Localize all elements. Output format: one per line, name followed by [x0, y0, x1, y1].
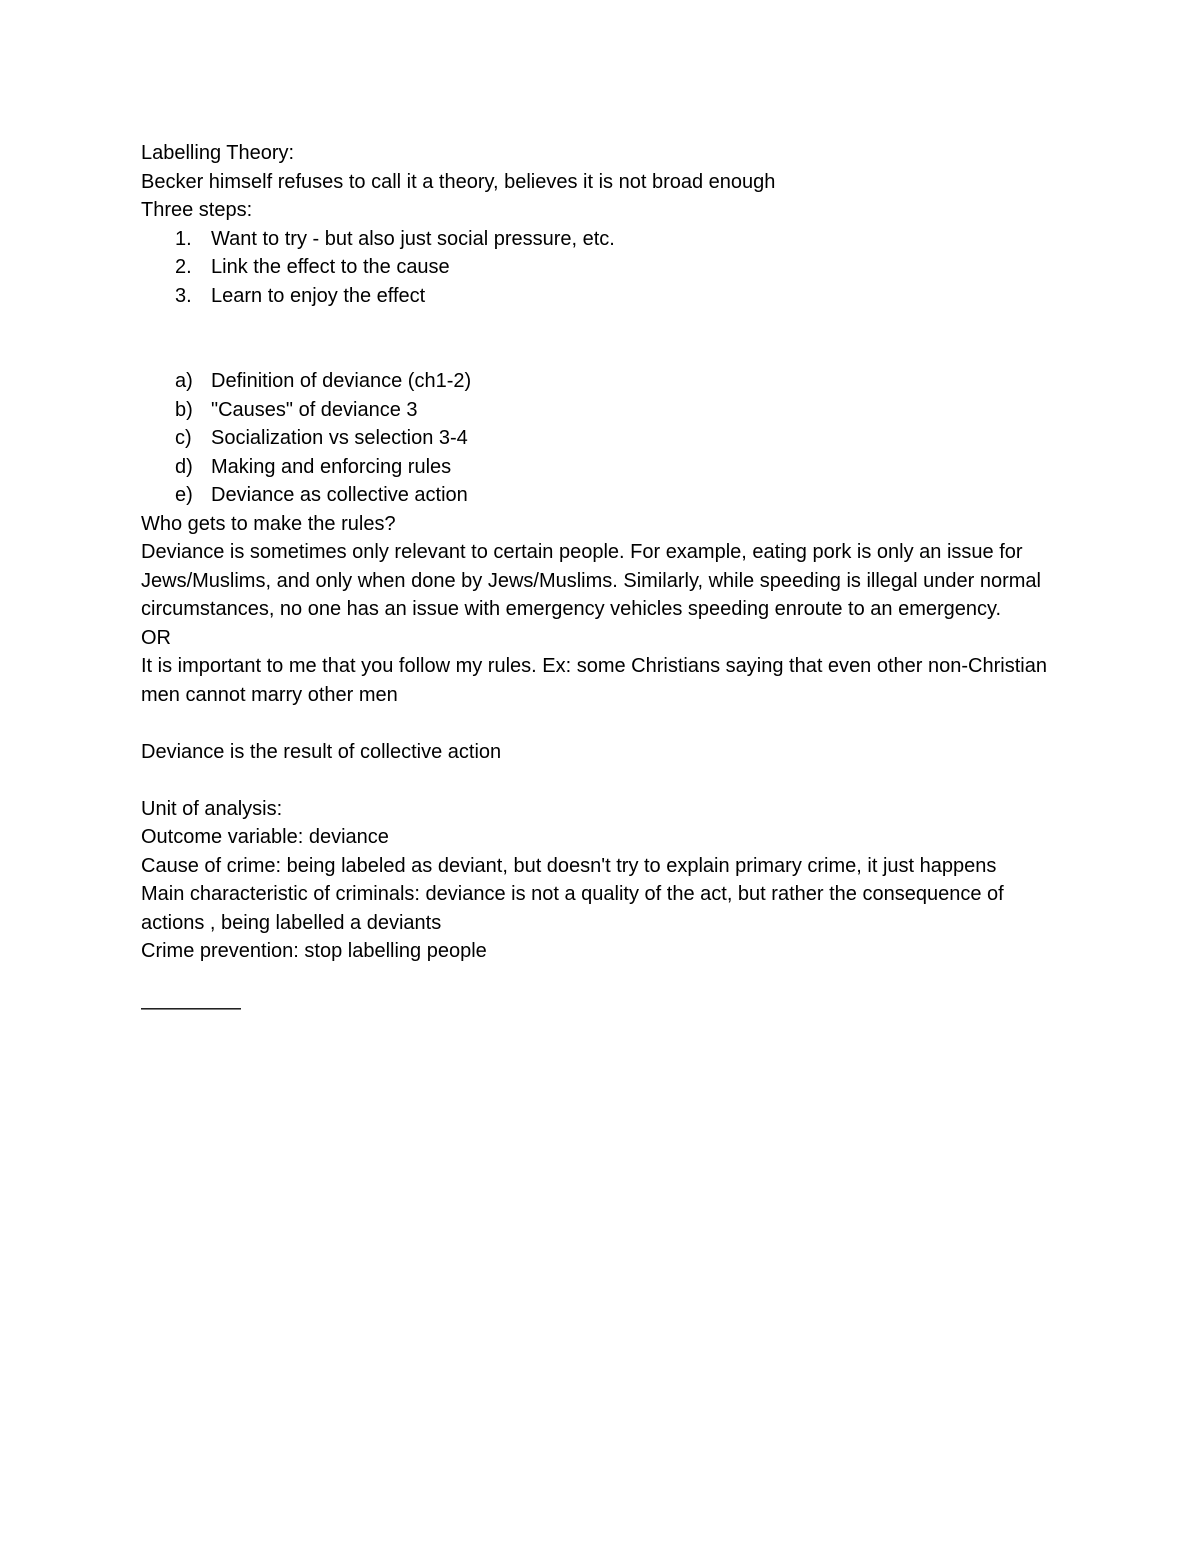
- list-marker: b): [175, 398, 193, 421]
- list-item: [141, 453, 1061, 482]
- main-characteristic: Main characteristic of criminals: deviance is not a quality of the act, but rather the consequence of actions , being labelled a deviants: [141, 883, 1004, 934]
- list-item: [141, 282, 1061, 311]
- list-item-text: Making and enforcing rules: [211, 455, 452, 478]
- crime-prevention: Crime prevention: stop labelling people: [141, 940, 487, 962]
- blank-space: [141, 310, 1061, 367]
- list-marker: e): [175, 484, 193, 506]
- intro-paragraph: Becker himself refuses to call it a theory, believes it is not broad enough: [141, 170, 776, 193]
- cause-of-crime: Cause of crime: being labeled as deviant, but doesn't try to explain primary crime, it just happens: [141, 854, 997, 877]
- steps-list: [141, 225, 1061, 311]
- list-marker: c): [175, 427, 192, 449]
- list-item-text: Learn to enjoy the effect: [211, 284, 426, 307]
- list-marker: 3.: [175, 284, 192, 307]
- list-marker: a): [175, 370, 193, 392]
- list-item-text: Link the effect to the cause: [211, 256, 450, 278]
- list-item-text: "Causes" of deviance 3: [211, 398, 418, 421]
- blank-line: [141, 966, 1061, 995]
- list-item: [141, 367, 1061, 396]
- list-item-text: Want to try - but also just social pressure, etc.: [211, 227, 615, 250]
- list-item: [141, 253, 1061, 282]
- list-item: [141, 225, 1061, 254]
- list-item: [141, 424, 1061, 453]
- blank-line: [141, 709, 1061, 738]
- separator-line: —————: [141, 997, 241, 1019]
- list-marker: 2.: [175, 256, 192, 278]
- topics-list: [141, 367, 1061, 510]
- or-text: OR: [141, 626, 171, 649]
- list-item-text: Definition of deviance (ch1-2): [211, 370, 472, 392]
- heading: Labelling Theory:: [141, 142, 295, 164]
- collective-action-line: Deviance is the result of collective action: [141, 740, 502, 763]
- outcome-variable: Outcome variable: deviance: [141, 826, 389, 848]
- rules-question: Who gets to make the rules?: [141, 512, 396, 535]
- list-marker: d): [175, 455, 193, 478]
- list-item-text: Socialization vs selection 3-4: [211, 427, 468, 449]
- blank-line: [141, 766, 1061, 795]
- list-item: [141, 481, 1061, 510]
- document-body: [141, 139, 1061, 1023]
- steps-label: Three steps:: [141, 199, 253, 221]
- list-marker: 1.: [175, 227, 192, 250]
- unit-of-analysis: Unit of analysis:: [141, 797, 283, 820]
- list-item-text: Deviance as collective action: [211, 484, 468, 506]
- list-item: [141, 396, 1061, 425]
- rules-paragraph: Deviance is sometimes only relevant to certain people. For example, eating pork is only an issue for Jews/Muslims, and only when done by Jews/Muslims. Similarly, while speeding is illegal under normal circumstances, no one has an issue with emergency vehicles speeding enroute to an emergency.: [141, 541, 1041, 620]
- rules-paragraph-2: It is important to me that you follow my rules. Ex: some Christians saying that even other non-Christian men cannot marry other men: [141, 655, 1047, 706]
